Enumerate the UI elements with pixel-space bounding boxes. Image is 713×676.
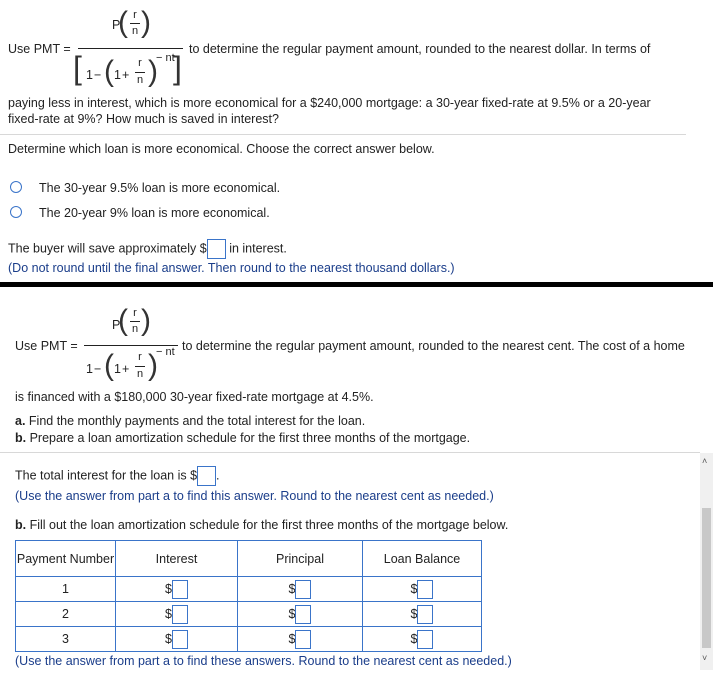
- total-interest-line: The total interest for the loan is $ .: [15, 466, 220, 486]
- interest-input-1[interactable]: [172, 580, 188, 599]
- section-divider: [0, 282, 713, 287]
- interest-input-2[interactable]: [172, 605, 188, 624]
- option-radio-20-year[interactable]: [10, 206, 22, 218]
- vertical-scrollbar[interactable]: [700, 453, 713, 670]
- question-text-line2: paying less in interest, which is more economical for a $240,000 mortgage: a 30-year fixed-rate at 9.5% or a 20-year: [8, 96, 651, 110]
- principal-input-2[interactable]: [295, 605, 311, 624]
- savings-line: The buyer will save approximately $ in interest.: [8, 239, 287, 259]
- header-payment-number: Payment Number: [16, 541, 116, 577]
- scroll-up-icon[interactable]: ˄: [702, 456, 708, 466]
- choose-prompt: Determine which loan is more economical. Choose the correct answer below.: [8, 142, 435, 156]
- balance-input-1[interactable]: [417, 580, 433, 599]
- option-label-30-year[interactable]: The 30-year 9.5% loan is more economical.: [39, 181, 281, 195]
- part-b: b. Prepare a loan amortization schedule for the first three months of the mortgage.: [15, 431, 471, 445]
- scrollbar-thumb[interactable]: [702, 508, 711, 648]
- total-interest-input[interactable]: [197, 466, 216, 486]
- principal-input-3[interactable]: [295, 630, 311, 649]
- formula-description: to determine the regular payment amount, rounded to the nearest dollar. In terms of: [189, 42, 651, 56]
- table-header-row: [16, 541, 482, 577]
- schedule-prompt: b. Fill out the loan amortization schedule for the first three months of the mortgage below.: [15, 518, 509, 532]
- total-interest-hint: (Use the answer from part a to find this answer. Round to the nearest cent as needed.): [15, 489, 494, 503]
- table-hint: (Use the answer from part a to find these answers. Round to the nearest cent as needed.): [15, 654, 512, 668]
- divider: [0, 452, 700, 453]
- amortization-table: [15, 540, 482, 652]
- divider: [0, 134, 686, 135]
- savings-hint: (Do not round until the final answer. Then round to the nearest thousand dollars.): [8, 261, 455, 275]
- option-label-20-year[interactable]: The 20-year 9% loan is more economical.: [39, 206, 270, 220]
- interest-input-3[interactable]: [172, 630, 188, 649]
- question-text-line3: fixed-rate at 9%? How much is saved in interest?: [8, 112, 279, 126]
- header-interest: Interest: [116, 541, 238, 577]
- table-row: 2 $ $ $: [16, 602, 482, 627]
- balance-input-3[interactable]: [417, 630, 433, 649]
- savings-input[interactable]: [207, 239, 226, 259]
- header-principal: Principal: [238, 541, 363, 577]
- scroll-down-icon[interactable]: ˅: [702, 653, 708, 663]
- principal-input-1[interactable]: [295, 580, 311, 599]
- option-radio-30-year[interactable]: [10, 181, 22, 193]
- use-pmt-label: Use PMT =: [8, 42, 71, 56]
- table-row: 3 $ $ $: [16, 627, 482, 652]
- header-loan-balance: Loan Balance: [363, 541, 482, 577]
- question-text-line2: is financed with a $180,000 30-year fixed-rate mortgage at 4.5%.: [15, 390, 374, 404]
- use-pmt-label: Use PMT =: [15, 339, 78, 353]
- part-a: a. Find the monthly payments and the total interest for the loan.: [15, 414, 366, 428]
- formula-description: to determine the regular payment amount, rounded to the nearest cent. The cost of a home: [182, 339, 685, 353]
- table-row: 1 $ $ $: [16, 577, 482, 602]
- balance-input-2[interactable]: [417, 605, 433, 624]
